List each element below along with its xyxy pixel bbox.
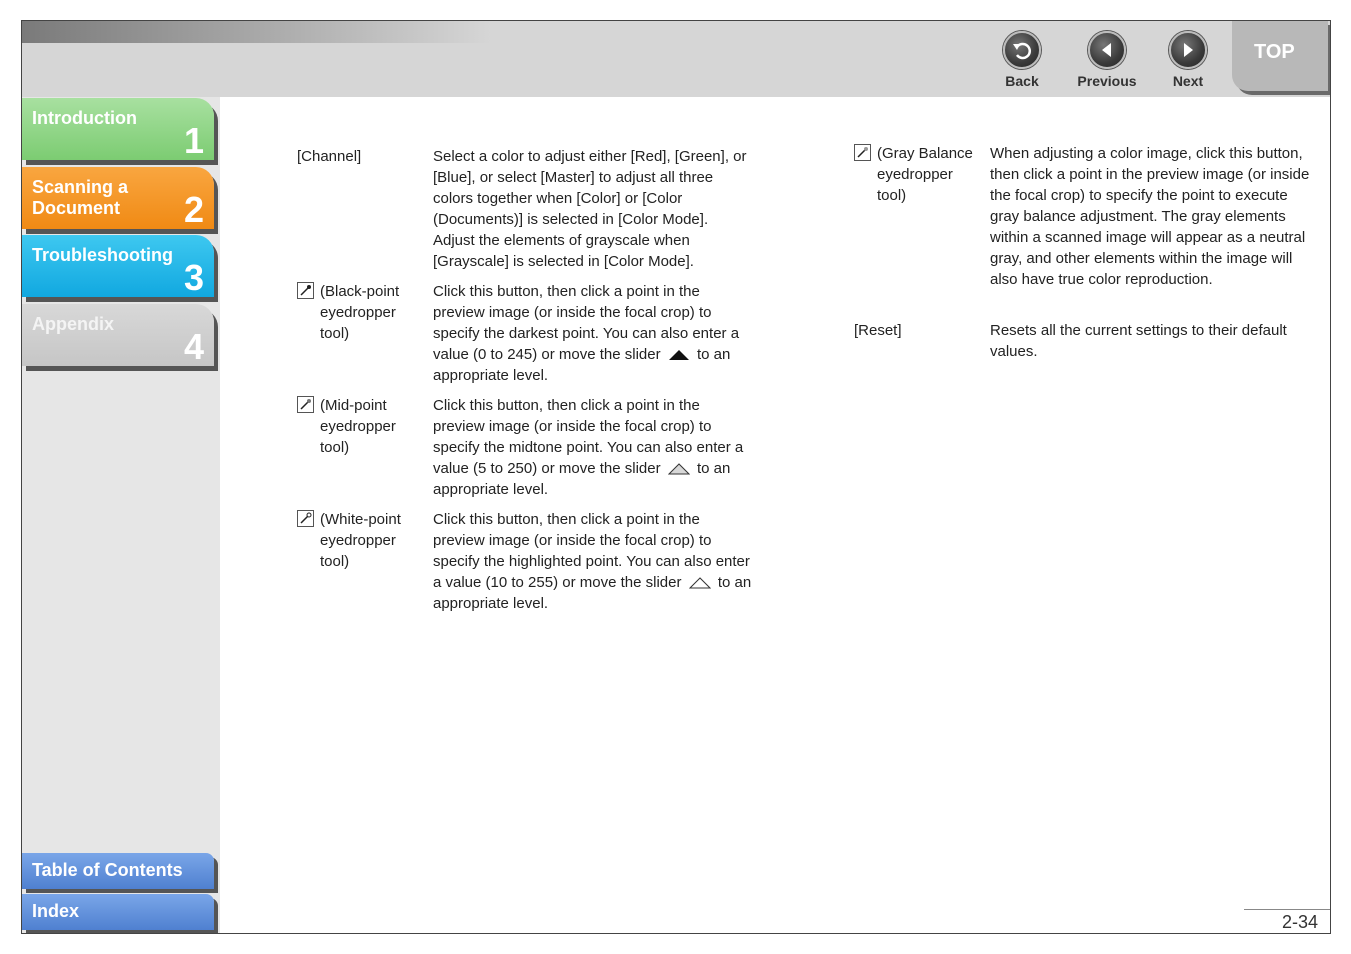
black-point-label: (Black-point eyedropper tool)	[320, 283, 400, 342]
page-frame	[21, 20, 1331, 934]
black-point-desc-text: Click this button, then click a point in the preview image (or inside the focal crop) to specify the darkest point. You can also enter a value (0 to 245) or move the slider	[433, 283, 740, 363]
chapter-number: 2	[183, 189, 204, 230]
header-gradient	[22, 21, 492, 43]
black-point-term	[297, 281, 427, 344]
white-point-term	[297, 509, 427, 572]
white-point-description	[433, 509, 753, 614]
chapter-tab-appendix[interactable]	[22, 304, 214, 366]
content-area	[220, 97, 1330, 934]
chapter-tab-introduction[interactable]	[22, 98, 214, 160]
chapter-number: 4	[183, 326, 204, 367]
channel-term: [Channel]	[297, 148, 362, 165]
black-point-description	[433, 281, 753, 386]
reset-description: Resets all the current settings to their default values.	[990, 322, 1287, 360]
page-number-rule	[1244, 909, 1331, 910]
mid-point-label: (Mid-point eyedropper tool)	[320, 397, 396, 456]
mid-point-term	[297, 395, 427, 458]
sidebar	[22, 97, 220, 934]
index-button[interactable]	[22, 894, 214, 930]
mid-point-desc-text: Click this button, then click a point in the preview image (or inside the focal crop) to specify the midtone point. You can also enter a value (5 to 250) or move the slider	[433, 397, 744, 477]
top-label: TOP	[1254, 41, 1295, 63]
channel-description: Select a color to adjust either [Red], [Green], or [Blue], or select [Master] to adjust all three colors together when [Color] or [Color (Documents)] is selected in [Color Mode]. Adjust the elements of grayscale when [Grayscale] is selected in [Color Mode].	[433, 148, 747, 270]
reset-term: [Reset]	[854, 322, 902, 339]
next-icon	[1169, 31, 1207, 69]
chapter-tab-scanning[interactable]	[22, 167, 214, 229]
eyedropper-icon	[297, 282, 314, 299]
black-slider-icon	[668, 349, 690, 361]
previous-label: Previous	[1077, 73, 1137, 89]
chapter-label: Scanning a Document	[32, 177, 129, 218]
toc-label: Table of Contents	[32, 860, 183, 880]
previous-button[interactable]	[1077, 31, 1137, 89]
chapter-number: 1	[183, 120, 204, 161]
chapter-label: Introduction	[32, 108, 137, 128]
index-label: Index	[32, 901, 80, 921]
eyedropper-icon	[297, 396, 314, 413]
chapter-label: Troubleshooting	[32, 245, 173, 265]
white-point-desc-end: to an appropriate level.	[433, 574, 752, 612]
page-number: 2-34	[1282, 912, 1319, 932]
table-of-contents-button[interactable]	[22, 853, 214, 889]
white-point-label: (White-point eyedropper tool)	[320, 511, 401, 570]
header-bar	[22, 21, 1330, 97]
previous-icon	[1088, 31, 1126, 69]
next-label: Next	[1172, 73, 1204, 89]
mid-point-description	[433, 395, 753, 500]
gray-balance-term	[854, 143, 984, 206]
mid-point-desc-end: to an appropriate level.	[433, 460, 731, 498]
white-point-desc-text: Click this button, then click a point in the preview image (or inside the focal crop) to specify the highlighted point. You can also enter a value (10 to 255) or move the slider	[433, 511, 750, 591]
back-icon	[1003, 31, 1041, 69]
back-label: Back	[1005, 73, 1039, 89]
chapter-label: Appendix	[32, 314, 115, 334]
mid-slider-icon	[668, 463, 690, 475]
gray-balance-description: When adjusting a color image, click this button, then click a point in the preview image (or inside the focal crop) to specify the point to execute gray balance adjustment. The gray elements within a scanned image will appear as a neutral gray, and other elements within the image will also have true color reproduction.	[990, 145, 1310, 288]
top-button[interactable]	[1232, 21, 1328, 91]
eyedropper-icon	[854, 144, 871, 161]
chapter-number: 3	[183, 257, 204, 298]
white-slider-icon	[689, 577, 711, 589]
back-button[interactable]	[992, 31, 1052, 89]
black-point-desc-end: to an appropriate level.	[433, 346, 731, 384]
chapter-tab-troubleshooting[interactable]	[22, 235, 214, 297]
next-button[interactable]	[1158, 31, 1218, 89]
eyedropper-icon	[297, 510, 314, 527]
gray-balance-label: (Gray Balance eyedropper tool)	[877, 145, 973, 204]
